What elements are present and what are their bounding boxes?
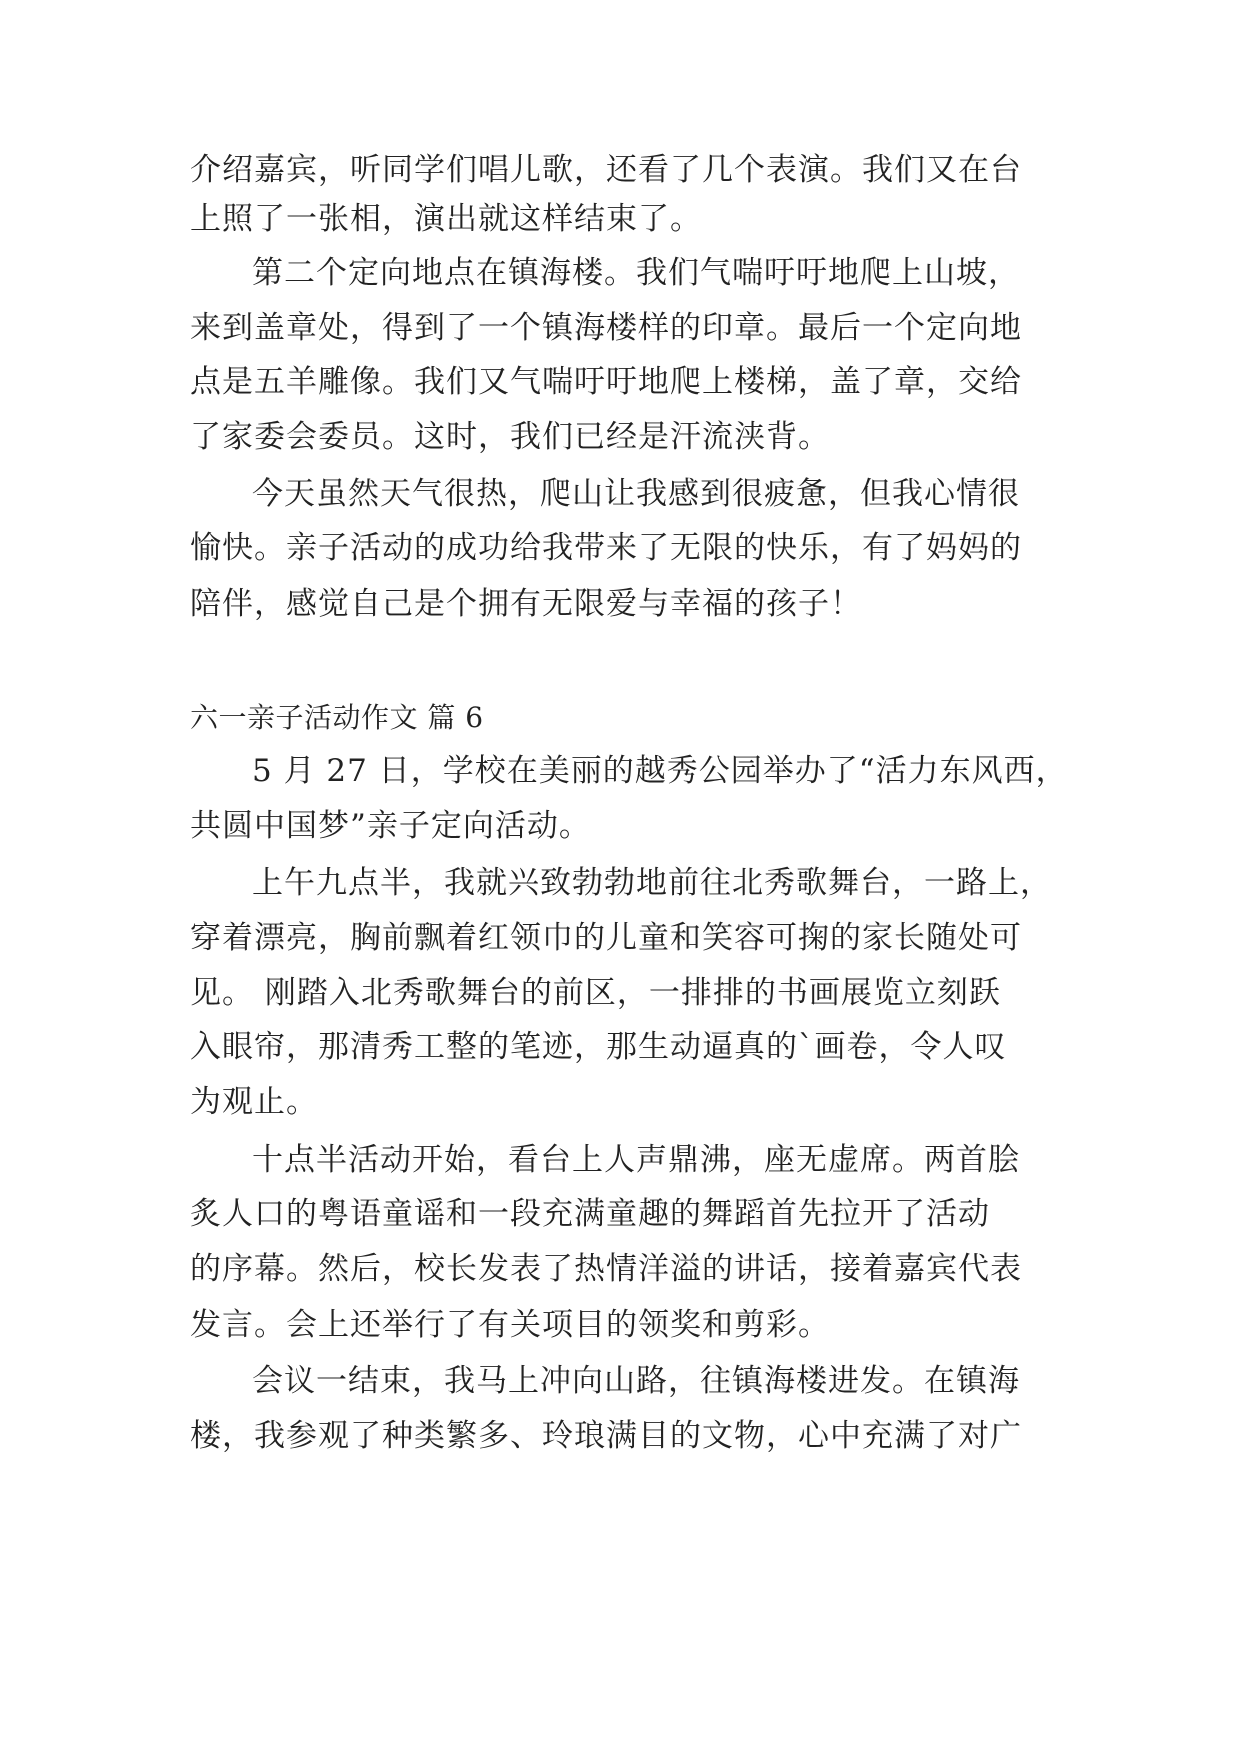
paragraph-line: 的序幕。然后，校长发表了热情洋溢的讲话，接着嘉宾代表	[190, 1251, 1022, 1287]
paragraph-line: 共圆中国梦”亲子定向活动。	[190, 808, 591, 844]
paragraph-line: 见。 刚踏入北秀歌舞台的前区，一排排的书画展览立刻跃	[190, 975, 1001, 1011]
paragraph-line: 陪伴，感觉自己是个拥有无限爱与幸福的孩子！	[190, 586, 862, 622]
paragraph-line: 十点半活动开始，看台上人声鼎沸，座无虚席。两首脍	[252, 1142, 1020, 1178]
paragraph-line: 点是五羊雕像。我们又气喘吁吁地爬上楼梯，盖了章，交给	[190, 364, 1022, 400]
paragraph-line: 发言。会上还举行了有关项目的领奖和剪彩。	[190, 1307, 830, 1343]
paragraph-line: 炙人口的粤语童谣和一段充满童趣的舞蹈首先拉开了活动	[190, 1196, 990, 1232]
section-heading: 六一亲子活动作文 篇 6	[190, 701, 484, 734]
paragraph-line: 穿着漂亮，胸前飘着红领巾的儿童和笑容可掬的家长随处可	[190, 920, 1022, 956]
paragraph-line: 5 月 27 日，学校在美丽的越秀公园举办了“活力东风西，	[252, 753, 1068, 789]
paragraph-line: 上照了一张相，演出就这样结束了。	[190, 201, 702, 237]
paragraph-line: 上午九点半，我就兴致勃勃地前往北秀歌舞台，一路上，	[252, 865, 1052, 901]
paragraph-line: 来到盖章处，得到了一个镇海楼样的印章。最后一个定向地	[190, 310, 1022, 346]
paragraph-line: 楼，我参观了种类繁多、玲琅满目的文物，心中充满了对广	[190, 1418, 1022, 1454]
paragraph-line: 会议一结束，我马上冲向山路，往镇海楼进发。在镇海	[252, 1363, 1020, 1399]
paragraph-line: 第二个定向地点在镇海楼。我们气喘吁吁地爬上山坡，	[252, 255, 1020, 291]
paragraph-line: 愉快。亲子活动的成功给我带来了无限的快乐，有了妈妈的	[190, 530, 1022, 566]
paragraph-line: 今天虽然天气很热，爬山让我感到很疲惫，但我心情很	[252, 476, 1020, 512]
paragraph-line: 为观止。	[190, 1084, 318, 1120]
paragraph-line: 介绍嘉宾，听同学们唱儿歌，还看了几个表演。我们又在台	[190, 152, 1022, 188]
paragraph-line: 入眼帘，那清秀工整的笔迹，那生动逼真的`画卷，令人叹	[190, 1029, 1007, 1065]
paragraph-line: 了家委会委员。这时，我们已经是汗流浃背。	[190, 419, 830, 455]
